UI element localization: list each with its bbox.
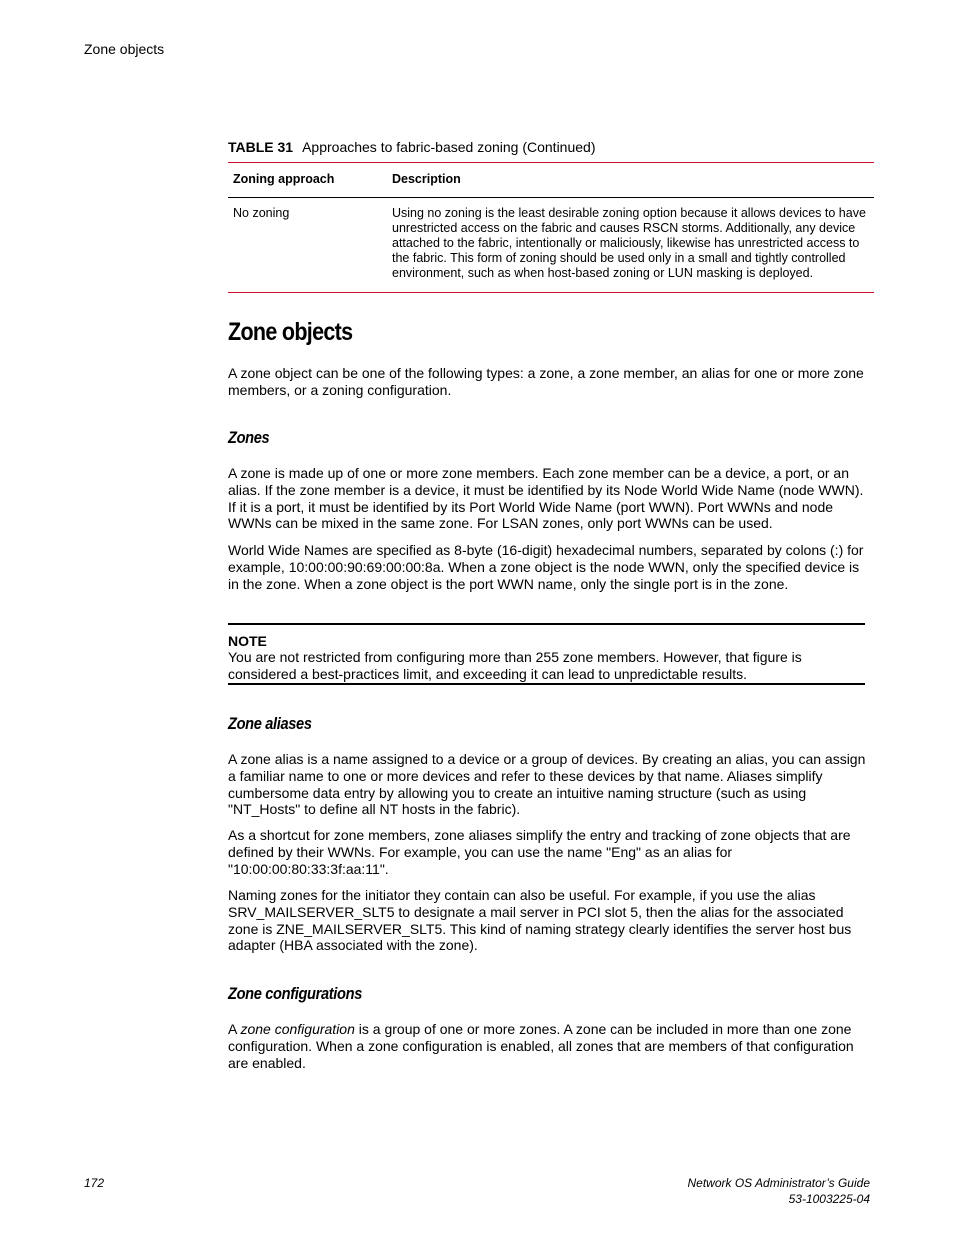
zone-config-term: zone configuration <box>240 1021 355 1037</box>
section-intro: A zone object can be one of the following types: a zone, a zone member, an alias for one or more zone members, or a zoning configuration. <box>228 365 864 398</box>
note-top-rule <box>228 623 865 625</box>
zone-aliases-paragraph-3: Naming zones for the initiator they contain can also be useful. For example, if you use the alias SRV_MAILSERVER_SLT5 to designate a mail server in PCI slot 5, then the alias for the associated zone is ZNE_MAILSERVER_SLT5. This kind of naming strategy clearly identifies the server host bus adapter (HBA associated with the zone). <box>228 887 852 954</box>
zone-config-prefix: A <box>228 1021 241 1037</box>
zone-configurations-heading: Zone configurations <box>228 984 362 1003</box>
running-head: Zone objects <box>84 41 165 57</box>
table-caption-text: Approaches to fabric-based zoning (Continued) <box>302 139 596 155</box>
note-text: You are not restricted from configuring more than 255 zone members. However, that figure is considered a best-practices limit, and exceeding it can lead to unpredictable results. <box>228 649 802 682</box>
table-header-rule <box>228 197 874 198</box>
section-title: Zone objects <box>228 318 353 346</box>
zone-aliases-heading: Zone aliases <box>228 714 312 733</box>
zones-heading: Zones <box>228 428 270 447</box>
table-cell-approach: No zoning <box>233 206 290 220</box>
zone-configurations-paragraph <box>228 1021 868 1071</box>
column-header-approach: Zoning approach <box>233 172 335 186</box>
zone-config-rest: is a group of one or more zones. A zone can be included in more than one zone configuration. When a zone configuration is enabled, all zones that are members of that configuration are enabled. <box>228 1021 854 1071</box>
table-number: TABLE 31 <box>228 139 294 155</box>
table-top-rule <box>228 162 874 163</box>
table-cell-description: Using no zoning is the least desirable zoning option because it allows devices to have unrestricted access on the fabric and causes RSCN storms. Additionally, any device attached to the fabric, intentionally or maliciously, likewise has unrestricted access to the fabric. This form of zoning should be used only in a small and tightly controlled environment, such as when host-based zoning or LUN masking is deployed. <box>392 206 866 280</box>
footer-doc-title: Network OS Administrator’s Guide <box>687 1176 870 1190</box>
note-label: NOTE <box>228 633 267 649</box>
zone-aliases-paragraph-2: As a shortcut for zone members, zone aliases simplify the entry and tracking of zone objects that are defined by their WWNs. For example, you can use the name "Eng" as an alias for "10:00:00:80:33:3f:aa:11". <box>228 827 851 877</box>
zones-paragraph-2: World Wide Names are specified as 8-byte (16-digit) hexadecimal numbers, separated by colons (:) for example, 10:00:00:90:69:00:00:8a. When a zone object is the node WWN, only the specified device is in the zone. When a zone object is the port WWN name, only the single port is in the zone. <box>228 542 864 592</box>
table-caption <box>228 139 596 155</box>
page-number: 172 <box>84 1176 105 1190</box>
footer-doc-number: 53-1003225-04 <box>788 1192 870 1206</box>
zone-aliases-paragraph-1: A zone alias is a name assigned to a device or a group of devices. By creating an alias, you can assign a familiar name to one or more devices and refer to these devices by that name. Aliases simplify cumbersome data entry by allowing you to create an intuitive naming structure (such as using "NT_Hosts" to define all NT hosts in the fabric). <box>228 751 866 818</box>
table-bottom-rule <box>228 292 874 293</box>
note-bottom-rule <box>228 683 865 685</box>
zones-paragraph-1: A zone is made up of one or more zone members. Each zone member can be a device, a port, or an alias. If the zone member is a device, it must be identified by its Node World Wide Name (node WWN). If it is a port, it must be identified by its Port World Wide Name (port WWN). Port WWNs and node WWNs can be mixed in the same zone. For LSAN zones, only port WWNs can be used. <box>228 465 864 532</box>
column-header-description: Description <box>392 172 461 186</box>
